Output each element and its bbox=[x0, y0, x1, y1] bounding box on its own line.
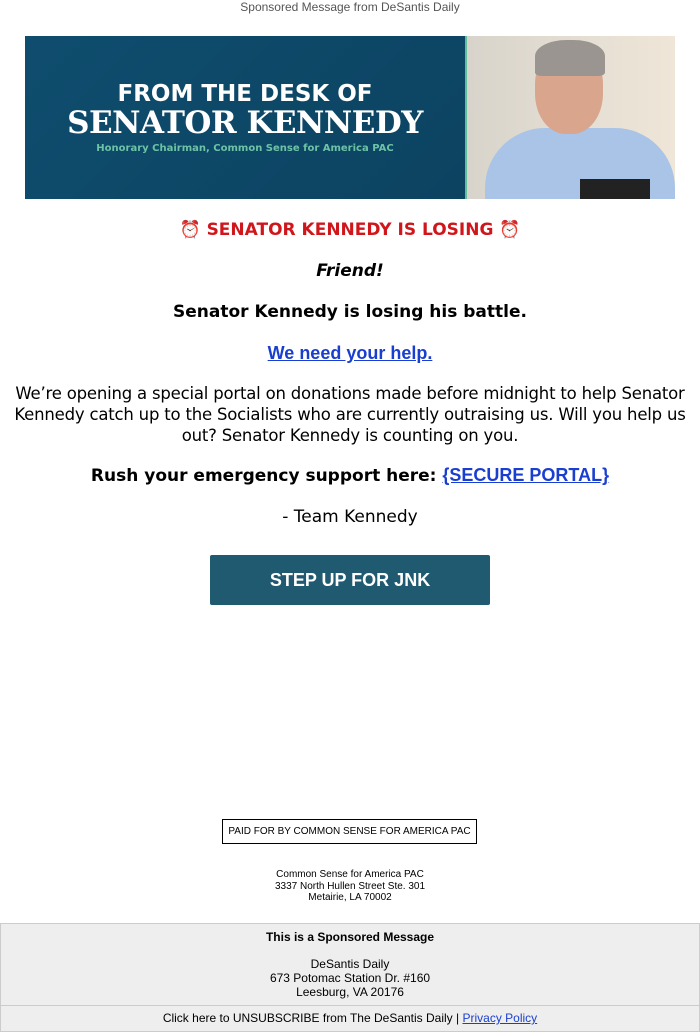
sponsor-city: Leesburg, VA 20176 bbox=[296, 985, 404, 999]
banner-line2: SENATOR KENNEDY bbox=[67, 105, 423, 141]
intro-line: Senator Kennedy is losing his battle. bbox=[173, 302, 527, 322]
greeting: Friend! bbox=[316, 261, 384, 281]
paid-for-disclaimer: PAID FOR BY COMMON SENSE FOR AMERICA PAC bbox=[222, 819, 477, 844]
signoff: - Team Kennedy bbox=[282, 507, 418, 527]
sponsor-name: DeSantis Daily bbox=[310, 957, 390, 971]
pac-name: Common Sense for America PAC bbox=[276, 869, 424, 880]
sponsor-box bbox=[0, 923, 700, 1006]
rush-line bbox=[0, 465, 700, 487]
sponsored-note: Sponsored Message from DeSantis Daily bbox=[240, 0, 460, 14]
pac-city: Metairie, LA 70002 bbox=[308, 892, 392, 903]
secure-portal-link[interactable]: {SECURE PORTAL} bbox=[442, 465, 610, 485]
banner-line3: Honorary Chairman, Common Sense for America PAC bbox=[96, 143, 394, 154]
unsubscribe-link[interactable]: Click here to UNSUBSCRIBE from The DeSantis Daily | bbox=[162, 1011, 460, 1025]
help-link[interactable]: We need your help. bbox=[267, 343, 433, 363]
banner-line1: FROM THE DESK OF bbox=[117, 81, 373, 107]
headline bbox=[0, 219, 700, 241]
pac-street: 3337 North Hullen Street Ste. 301 bbox=[274, 880, 426, 892]
step-up-button[interactable]: STEP UP FOR JNK bbox=[210, 555, 490, 605]
alarm-clock-icon: ⏰ bbox=[499, 220, 521, 240]
pac-address bbox=[0, 869, 700, 904]
footer-bar bbox=[0, 1005, 700, 1032]
alarm-clock-icon: ⏰ bbox=[179, 220, 201, 240]
rush-text: Rush your emergency support here: bbox=[90, 466, 437, 486]
photo-hair bbox=[535, 40, 605, 76]
header-banner bbox=[25, 36, 675, 199]
headline-text: SENATOR KENNEDY IS LOSING bbox=[206, 220, 494, 240]
sponsor-street: 673 Potomac Station Dr. #160 bbox=[269, 971, 431, 985]
privacy-policy-link[interactable]: Privacy Policy bbox=[462, 1011, 538, 1025]
body-paragraph: We’re opening a special portal on donations made before midnight to help Senator Kennedy catch up to the Socialists who are currently outraising us. Will you help us out? Senator Kennedy is counting on you. bbox=[14, 384, 686, 445]
message-body bbox=[0, 219, 700, 624]
button-wrapper bbox=[0, 547, 700, 605]
sponsor-title: This is a Sponsored Message bbox=[265, 930, 435, 944]
photo-tablet bbox=[580, 179, 650, 199]
